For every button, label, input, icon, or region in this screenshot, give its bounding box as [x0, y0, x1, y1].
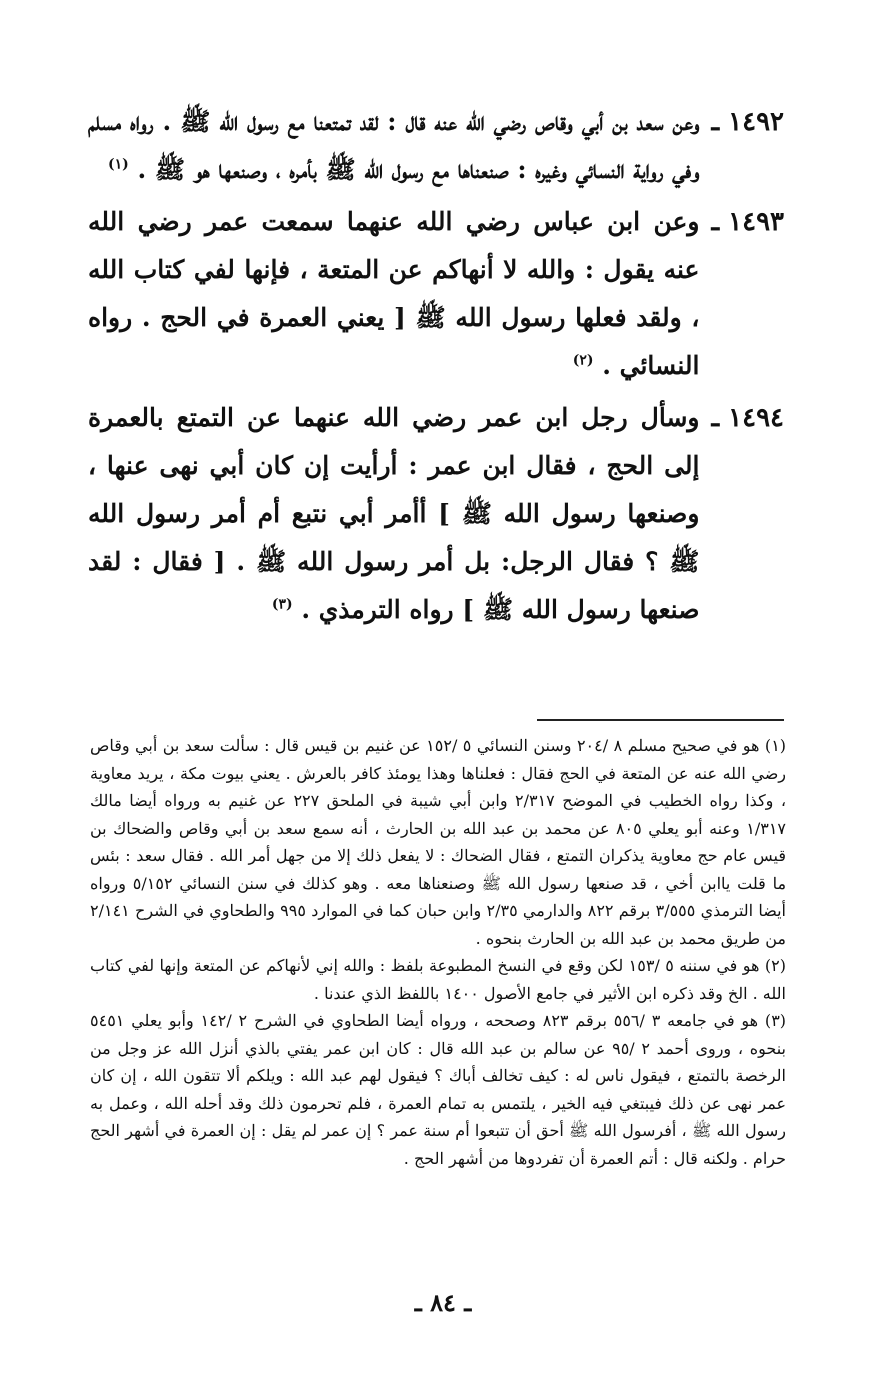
hadith-body: وعن سعد بن أبي وقاص رضي الله عنه قال : لقد تمتعنا مع رسول الله ﷺ . رواه مسلم وفي رواية النسائي وغيره : صنعناها مع رسول الله ﷺ بأمره ، وصنعها هو ﷺ . — [88, 107, 700, 184]
hadith-number: ١٤٩٣ ـ — [711, 207, 784, 237]
footnote-ref: (٢) — [572, 352, 594, 369]
hadith-number: ١٤٩٢ ـ — [711, 107, 784, 137]
hadith-list — [88, 98, 784, 638]
footnote-separator — [537, 719, 784, 721]
hadith-1493 — [88, 198, 784, 390]
footnote-2: (٢) هو في سننه ٥ /١٥٣ لكن وقع في النسخ المطبوعة بلفظ : والله إني لأنهاكم عن المتعة وإنها لفي كتاب الله . الخ وقد ذكره ابن الأثير في جامع الأصول ١٤٠٠ باللفظ الذي عندنا . — [90, 956, 786, 1003]
hadith-text — [88, 394, 699, 634]
footnote-ref: (٣) — [271, 596, 293, 613]
hadith-body: وعن ابن عباس رضي الله عنهما سمعت عمر رضي الله عنه يقول : والله لا أنهاكم عن المتعة ، فإنها لفي كتاب الله ، ولقد فعلها رسول الله ﷺ [ يعني العمرة في الحج . رواه النسائي . — [88, 207, 700, 380]
hadith-number: ١٤٩٤ ـ — [711, 403, 784, 433]
footnote-3: (٣) هو في جامعه ٣ /٥٥٦ برقم ٨٢٣ وصححه ، ورواه أيضا الطحاوي في الشرح ٢ /١٤٢ وأبو يعلي ٥٤٥١ بنحوه ، وروى أحمد ٢ /٩٥ عن سالم بن عبد الله قال : كان ابن عمر يفتي بالذي أنزل الله عز وجل من الرخصة بالتمتع ، فيقول ناس له : كيف تخالف أباك ؟ فيقول لهم عبد الله : ويلكم ألا تتقون الله ، إن كان عمر نهى عن ذلك فيبتغي فيه الخير ، يلتمس به تمام العمرة ، فلم تحرمون ذلك وقد أحله الله ، وعمل به رسول الله ﷺ ، أفرسول الله ﷺ أحق أن تتبعوا أم سنة عمر ؟ إن عمر لم يقل : إن العمرة في أشهر الحج حرام . ولكنه قال : أتم العمرة أن تفردوها من أشهر الحج . — [90, 1011, 787, 1168]
page-number: ـ ٨٤ ـ — [414, 1288, 472, 1317]
footnote-ref: (١) — [107, 156, 129, 173]
hadith-1492 — [88, 98, 784, 194]
hadith-1494 — [88, 394, 784, 634]
footnotes — [90, 732, 786, 1172]
footnote-1: (١) هو في صحيح مسلم ٨ /٢٠٤ وسنن النسائي ٥ /١٥٢ عن غنيم بن قيس قال : سألت سعد بن أبي وقاص رضي الله عنه عن المتعة في الحج فقال : فعلناها وهذا يومئذ كافر بالعرش . يعني بيوت مكة ، يريد معاوية ، وكذا رواه الخطيب في الموضح ٢/٣١٧ وابن أبي شيبة في الملحق ٢٢٧ عن غنيم به ورواه أيضا مالك ١/٣١٧ وعنه أبو يعلي ٨٠٥ عن محمد بن عبد الله بن الحارث ، أنه سمع سعد بن أبي وقاص والضحاك بن قيس عام حج معاوية يذكران التمتع ، فقال الضحاك : لا يفعل ذلك إلا من جهل أمر الله . فقال سعد : بئس ما قلت ياابن أخي ، قد صنعها رسول الله ﷺ وصنعناها معه . وهو كذلك في سنن النسائي ٥/١٥٢ ورواه أيضا الترمذي ٣/٥٥٥ برقم ٨٢٢ والدارمي ٢/٣٥ وابن حبان كما في الموارد ٩٩٥ والطحاوي في الشرح ٢/١٤١ من طريق محمد بن عبد الله بن الحارث بنحوه . — [90, 736, 787, 948]
hadith-text — [88, 98, 699, 194]
hadith-body: وسأل رجل ابن عمر رضي الله عنهما عن التمتع بالعمرة إلى الحج ، فقال ابن عمر : أرأيت إن كان أبي نهى عنها ، وصنعها رسول الله ﷺ ] أأمر أبي نتبع أم أمر رسول الله ﷺ ؟ فقال الرجل: بل أمر رسول الله ﷺ . [ فقال : لقد صنعها رسول الله ﷺ ] رواه الترمذي . — [88, 403, 700, 624]
hadith-text — [88, 198, 699, 390]
